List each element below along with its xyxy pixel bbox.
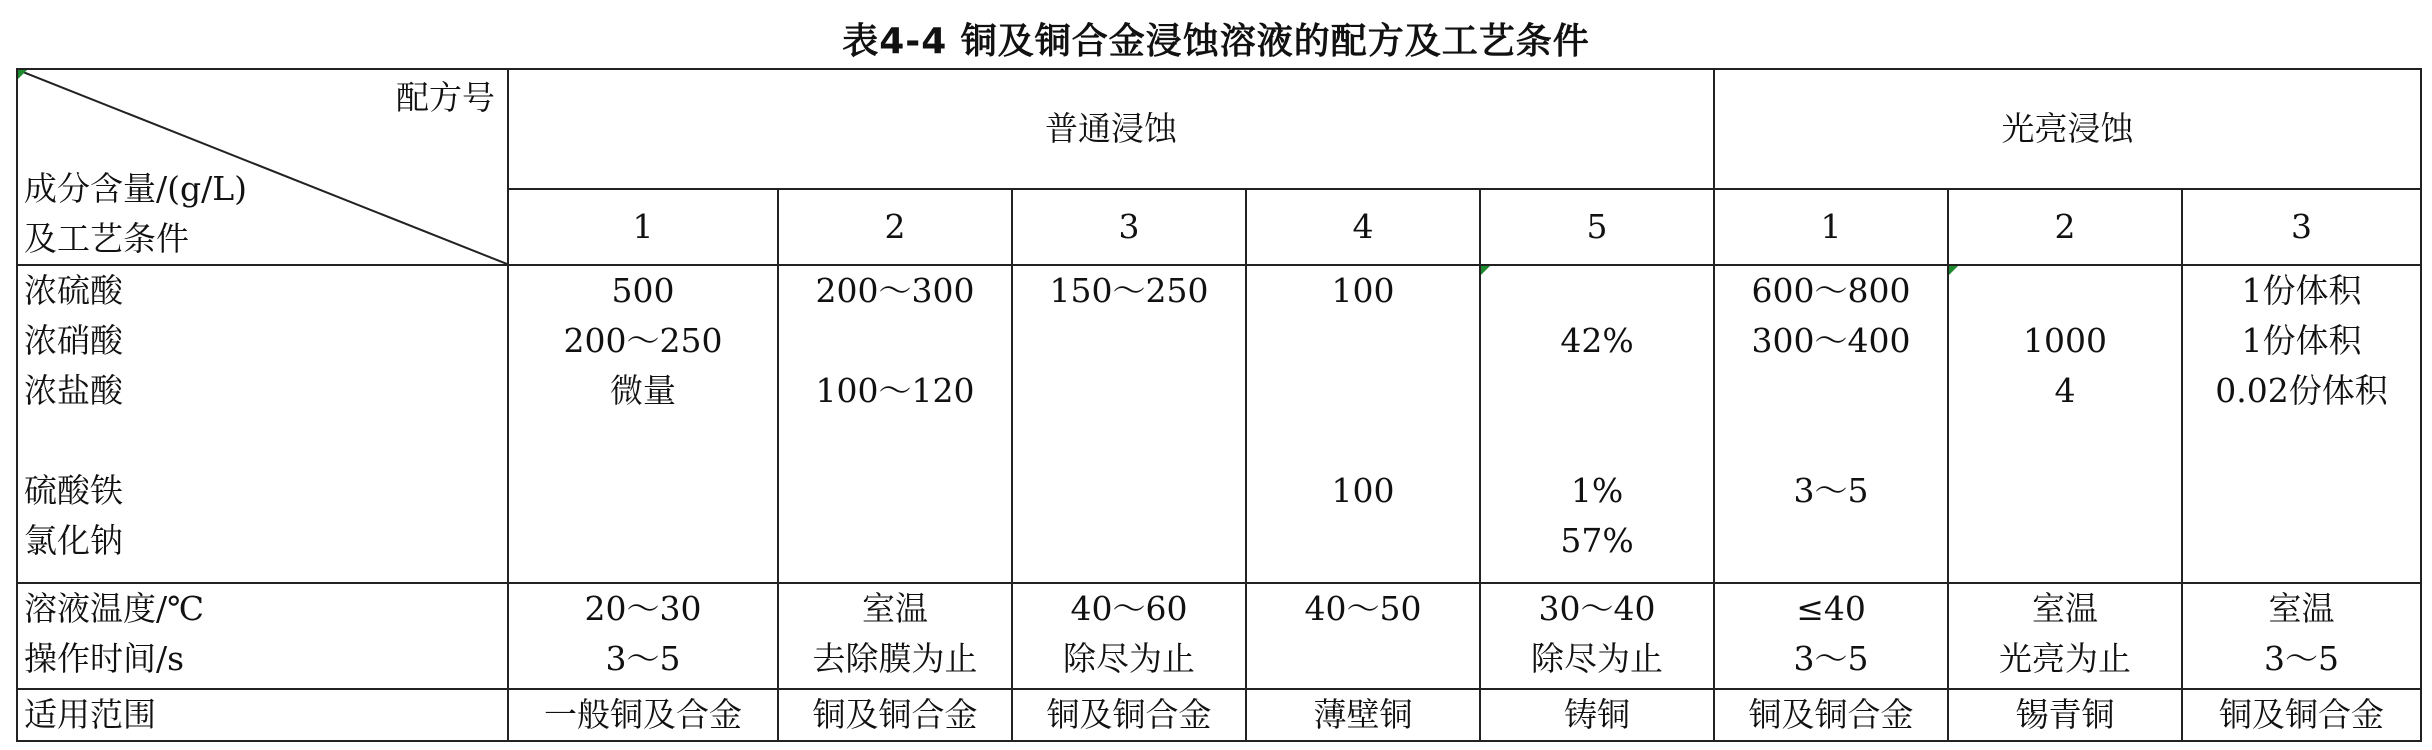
process-values-col-4 xyxy=(1246,583,1480,689)
cell-value xyxy=(1013,316,1245,366)
formula-number-6: 1 xyxy=(1714,189,1948,265)
cell-value xyxy=(2183,416,2420,466)
cell-value: 1份体积 xyxy=(2241,271,2362,310)
component-labels xyxy=(17,265,508,583)
cell-value: 30～40 xyxy=(1538,589,1656,628)
formula-number-1: 1 xyxy=(508,189,778,265)
cell-value: 浓盐酸 xyxy=(24,371,123,410)
cell-value xyxy=(2183,466,2420,516)
cell-value xyxy=(1949,416,2181,466)
cell-value xyxy=(1247,416,1479,466)
component-values-col-3 xyxy=(1012,265,1246,583)
component-values-col-6 xyxy=(1714,265,1948,583)
cell-value xyxy=(1481,366,1713,416)
cell-value: 浓硫酸 xyxy=(24,271,123,310)
cell-value xyxy=(1481,266,1713,316)
cell-value xyxy=(1481,416,1713,466)
cell-value: 100 xyxy=(1331,271,1395,310)
cell-value: 光亮为止 xyxy=(1999,639,2132,678)
cell-value: 300～400 xyxy=(1751,321,1911,360)
scope-value-7: 锡青铜 xyxy=(1948,689,2182,741)
cell-value: 去除膜为止 xyxy=(812,639,978,678)
cell-value xyxy=(1247,316,1479,366)
cell-value: 室温 xyxy=(862,589,928,628)
scope-value-8: 铜及铜合金 xyxy=(2182,689,2421,741)
cell-marker xyxy=(1481,266,1490,275)
cell-value: 100～120 xyxy=(815,371,975,410)
scope-value-1: 一般铜及合金 xyxy=(508,689,778,741)
group-header-normal: 普通浸蚀 xyxy=(508,69,1714,189)
scope-value-3: 铜及铜合金 xyxy=(1012,689,1246,741)
cell-value: 室温 xyxy=(2032,589,2099,628)
cell-value xyxy=(1013,366,1245,416)
cell-value: 3～5 xyxy=(1793,639,1869,678)
diagonal-header-cell xyxy=(17,69,508,265)
table-title: 表4-4 铜及铜合金浸蚀溶液的配方及工艺条件 xyxy=(842,21,1590,62)
formula-number-4: 4 xyxy=(1246,189,1480,265)
component-values-col-4 xyxy=(1246,265,1480,583)
cell-value xyxy=(1013,466,1245,516)
scope-value-4: 薄壁铜 xyxy=(1246,689,1480,741)
cell-value: 操作时间/s xyxy=(24,639,185,678)
cell-value xyxy=(779,416,1011,466)
cell-value: 浓硝酸 xyxy=(24,321,123,360)
cell-value: 硫酸铁 xyxy=(24,471,123,510)
formula-number-7: 2 xyxy=(1948,189,2182,265)
cell-value xyxy=(1013,516,1245,566)
cell-value: 57% xyxy=(1560,521,1634,560)
process-values-col-1 xyxy=(508,583,778,689)
cell-value xyxy=(779,466,1011,516)
process-values-col-3 xyxy=(1012,583,1246,689)
scope-label: 适用范围 xyxy=(17,689,508,741)
cell-value: 微量 xyxy=(610,371,676,410)
cell-value: 0.02份体积 xyxy=(2215,371,2388,410)
cell-value: 40～50 xyxy=(1304,589,1422,628)
cell-value xyxy=(1949,516,2181,566)
cell-value xyxy=(779,316,1011,366)
formula-number-5: 5 xyxy=(1480,189,1714,265)
cell-value: 溶液温度/℃ xyxy=(24,589,205,628)
etching-formula-table xyxy=(16,68,2422,742)
component-values-col-7 xyxy=(1948,265,2182,583)
cell-value: 除尽为止 xyxy=(1531,639,1663,678)
cell-value xyxy=(1949,466,2181,516)
cell-value xyxy=(509,416,777,466)
cell-value xyxy=(1715,416,1947,466)
cell-value xyxy=(779,516,1011,566)
scope-value-6: 铜及铜合金 xyxy=(1714,689,1948,741)
cell-value: 200～250 xyxy=(563,321,723,360)
component-values-col-8 xyxy=(2182,265,2421,583)
cell-value: ≤40 xyxy=(1796,589,1866,628)
cell-value xyxy=(1013,416,1245,466)
cell-value: 600～800 xyxy=(1751,271,1911,310)
cell-value: 3～5 xyxy=(605,639,681,678)
component-values-col-5 xyxy=(1480,265,1714,583)
cell-value xyxy=(1247,366,1479,416)
scope-value-2: 铜及铜合金 xyxy=(778,689,1012,741)
cell-value: 3～5 xyxy=(2264,639,2340,678)
process-values-col-5 xyxy=(1480,583,1714,689)
cell-value: 150～250 xyxy=(1049,271,1209,310)
cell-value: 氯化钠 xyxy=(24,521,123,560)
cell-value xyxy=(1715,366,1947,416)
cell-value xyxy=(24,416,507,466)
cell-value: 1份体积 xyxy=(2241,321,2362,360)
cell-value: 200～300 xyxy=(815,271,975,310)
component-values-col-2 xyxy=(778,265,1012,583)
cell-value: 3～5 xyxy=(1793,471,1869,510)
cell-value xyxy=(509,466,777,516)
cell-value: 500 xyxy=(611,271,675,310)
cell-value: 室温 xyxy=(2268,589,2335,628)
cell-value xyxy=(1247,634,1479,684)
process-labels xyxy=(17,583,508,689)
component-content-label: 成分含量/(g/L) xyxy=(24,169,248,208)
cell-value: 20～30 xyxy=(584,589,702,628)
cell-value xyxy=(1949,266,2181,316)
scope-value-5: 铸铜 xyxy=(1480,689,1714,741)
cell-value: 40～60 xyxy=(1070,589,1188,628)
formula-number-2: 2 xyxy=(778,189,1012,265)
cell-value: 1000 xyxy=(2023,321,2107,360)
process-values-col-8 xyxy=(2182,583,2421,689)
process-values-col-7 xyxy=(1948,583,2182,689)
cell-value: 100 xyxy=(1331,471,1395,510)
cell-marker xyxy=(1949,266,1958,275)
formula-number-3: 3 xyxy=(1012,189,1246,265)
process-condition-label: 及工艺条件 xyxy=(24,219,189,258)
cell-value: 4 xyxy=(2054,371,2076,410)
component-values-col-1 xyxy=(508,265,778,583)
cell-value xyxy=(2183,516,2420,566)
process-values-col-6 xyxy=(1714,583,1948,689)
group-header-bright: 光亮浸蚀 xyxy=(1714,69,2421,189)
cell-value xyxy=(509,516,777,566)
cell-value: 42% xyxy=(1560,321,1634,360)
cell-value xyxy=(1247,516,1479,566)
cell-value xyxy=(1715,516,1947,566)
cell-value: 1% xyxy=(1570,471,1624,510)
cell-marker xyxy=(18,70,27,79)
formula-number-8: 3 xyxy=(2182,189,2421,265)
formula-number-label: 配方号 xyxy=(396,78,495,117)
cell-value: 除尽为止 xyxy=(1063,639,1195,678)
process-values-col-2 xyxy=(778,583,1012,689)
